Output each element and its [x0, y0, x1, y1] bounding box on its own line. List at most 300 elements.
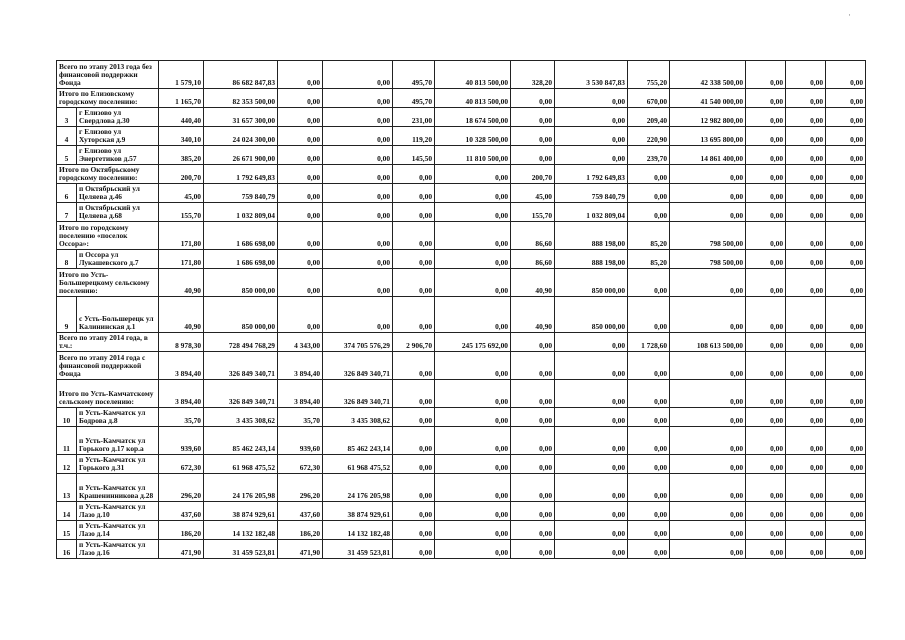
value-cell: 0,00	[746, 380, 786, 408]
value-cell: 24 024 300,00	[204, 127, 278, 146]
value-cell: 0,00	[511, 352, 555, 380]
value-cell: 86 682 847,83	[204, 61, 278, 89]
value-cell: 0,00	[435, 408, 511, 427]
value-cell: 850 000,00	[555, 297, 628, 333]
value-cell: 85,20	[628, 250, 670, 269]
value-cell: 0,00	[746, 250, 786, 269]
row-number: 14	[57, 502, 77, 521]
value-cell: 86,60	[511, 250, 555, 269]
value-cell: 0,00	[511, 89, 555, 108]
value-cell: 0,00	[826, 521, 866, 540]
value-cell: 0,00	[746, 222, 786, 250]
value-cell: 1 686 698,00	[204, 250, 278, 269]
value-cell: 0,00	[628, 297, 670, 333]
row-number: 16	[57, 540, 77, 559]
value-cell: 0,00	[670, 184, 746, 203]
value-cell: 672,30	[278, 455, 323, 474]
value-cell: 0,00	[393, 222, 435, 250]
value-cell: 0,00	[786, 455, 826, 474]
value-cell: 888 198,00	[555, 222, 628, 250]
value-cell: 1 728,60	[628, 333, 670, 352]
row-label: Итого по Октябрьскому городскому поселению:	[57, 165, 159, 184]
value-cell: 0,00	[628, 474, 670, 502]
value-cell: 0,00	[511, 380, 555, 408]
row-label: с Усть-Большерецк ул Калининская д.1	[77, 297, 159, 333]
value-cell: 0,00	[393, 184, 435, 203]
value-cell: 231,00	[393, 108, 435, 127]
table-row	[57, 455, 866, 474]
row-label: г Елизово ул Свердлова д.30	[77, 108, 159, 127]
value-cell: 0,00	[826, 165, 866, 184]
row-number: 7	[57, 203, 77, 222]
value-cell: 0,00	[393, 408, 435, 427]
value-cell: 85,20	[628, 222, 670, 250]
value-cell: 40,90	[511, 269, 555, 297]
value-cell: 40,90	[511, 297, 555, 333]
value-cell: 0,00	[278, 165, 323, 184]
value-cell: 119,20	[393, 127, 435, 146]
value-cell: 45,00	[159, 184, 204, 203]
value-cell: 40 813 500,00	[435, 61, 511, 89]
value-cell: 0,00	[435, 521, 511, 540]
value-cell: 4 343,00	[278, 333, 323, 352]
value-cell: 0,00	[628, 455, 670, 474]
table-row	[57, 146, 866, 165]
value-cell: 0,00	[278, 203, 323, 222]
value-cell: 0,00	[323, 108, 393, 127]
value-cell: 296,20	[159, 474, 204, 502]
value-cell: 200,70	[159, 165, 204, 184]
row-number: 5	[57, 146, 77, 165]
table-row	[57, 408, 866, 427]
value-cell: 40,90	[159, 297, 204, 333]
value-cell: 0,00	[628, 165, 670, 184]
value-cell: 0,00	[628, 203, 670, 222]
value-cell: 239,70	[628, 146, 670, 165]
table-row	[57, 502, 866, 521]
value-cell: 13 695 800,00	[670, 127, 746, 146]
value-cell: 0,00	[323, 222, 393, 250]
value-cell: 3 894,40	[278, 380, 323, 408]
value-cell: 108 613 500,00	[670, 333, 746, 352]
value-cell: 0,00	[393, 269, 435, 297]
table-row	[57, 108, 866, 127]
value-cell: 0,00	[323, 127, 393, 146]
value-cell: 0,00	[278, 222, 323, 250]
table-body	[57, 61, 866, 559]
value-cell: 0,00	[511, 427, 555, 455]
value-cell: 209,40	[628, 108, 670, 127]
value-cell: 0,00	[786, 474, 826, 502]
value-cell: 939,60	[159, 427, 204, 455]
value-cell: 0,00	[826, 408, 866, 427]
value-cell: 0,00	[511, 333, 555, 352]
value-cell: 850 000,00	[204, 297, 278, 333]
value-cell: 0,00	[323, 89, 393, 108]
value-cell: 0,00	[555, 146, 628, 165]
value-cell: 0,00	[746, 408, 786, 427]
value-cell: 0,00	[826, 455, 866, 474]
value-cell: 0,00	[746, 203, 786, 222]
value-cell: 0,00	[555, 408, 628, 427]
value-cell: 755,20	[628, 61, 670, 89]
value-cell: 328,20	[511, 61, 555, 89]
table-row	[57, 427, 866, 455]
value-cell: 0,00	[393, 521, 435, 540]
value-cell: 798 500,00	[670, 250, 746, 269]
value-cell: 759 840,79	[555, 184, 628, 203]
value-cell: 0,00	[786, 165, 826, 184]
value-cell: 0,00	[670, 165, 746, 184]
row-label: п Оссора ул Лукашевского д.7	[77, 250, 159, 269]
value-cell: 82 353 500,00	[204, 89, 278, 108]
table-row	[57, 184, 866, 203]
value-cell: 0,00	[746, 352, 786, 380]
value-cell: 26 671 900,00	[204, 146, 278, 165]
table-row	[57, 203, 866, 222]
value-cell: 0,00	[746, 89, 786, 108]
value-cell: 0,00	[628, 352, 670, 380]
value-cell: 296,20	[278, 474, 323, 502]
value-cell: 0,00	[555, 540, 628, 559]
value-cell: 0,00	[511, 146, 555, 165]
row-number: 4	[57, 127, 77, 146]
value-cell: 0,00	[786, 540, 826, 559]
value-cell: 0,00	[670, 540, 746, 559]
value-cell: 14 132 182,48	[204, 521, 278, 540]
value-cell: 171,80	[159, 250, 204, 269]
row-number: 15	[57, 521, 77, 540]
value-cell: 31 459 523,81	[204, 540, 278, 559]
value-cell: 61 968 475,52	[204, 455, 278, 474]
value-cell: 0,00	[555, 521, 628, 540]
value-cell: 40,90	[159, 269, 204, 297]
value-cell: 0,00	[826, 108, 866, 127]
value-cell: 0,00	[435, 502, 511, 521]
value-cell: 0,00	[511, 455, 555, 474]
value-cell: 0,00	[393, 352, 435, 380]
value-cell: 200,70	[511, 165, 555, 184]
value-cell: 0,00	[435, 203, 511, 222]
value-cell: 0,00	[393, 502, 435, 521]
row-label: Итого по городскому поселению «поселок Оссора»:	[57, 222, 159, 250]
value-cell: 0,00	[786, 108, 826, 127]
row-number: 11	[57, 427, 77, 455]
row-label: Всего по этапу 2014 года с финансовой поддержкой Фонда	[57, 352, 159, 380]
value-cell: 798 500,00	[670, 222, 746, 250]
value-cell: 40 813 500,00	[435, 89, 511, 108]
value-cell: 0,00	[746, 474, 786, 502]
value-cell: 24 176 205,98	[204, 474, 278, 502]
value-cell: 0,00	[826, 502, 866, 521]
value-cell: 0,00	[435, 184, 511, 203]
value-cell: 0,00	[786, 352, 826, 380]
value-cell: 0,00	[786, 502, 826, 521]
value-cell: 0,00	[786, 380, 826, 408]
value-cell: 45,00	[511, 184, 555, 203]
value-cell: 0,00	[670, 297, 746, 333]
value-cell: 0,00	[323, 297, 393, 333]
value-cell: 0,00	[511, 502, 555, 521]
value-cell: 35,70	[159, 408, 204, 427]
value-cell: 11 810 500,00	[435, 146, 511, 165]
table-row	[57, 222, 866, 250]
value-cell: 0,00	[555, 380, 628, 408]
value-cell: 85 462 243,14	[204, 427, 278, 455]
value-cell: 471,90	[159, 540, 204, 559]
value-cell: 0,00	[555, 108, 628, 127]
value-cell: 0,00	[393, 474, 435, 502]
table-row	[57, 297, 866, 333]
value-cell: 0,00	[670, 380, 746, 408]
value-cell: 245 175 692,00	[435, 333, 511, 352]
value-cell: 0,00	[746, 297, 786, 333]
value-cell: 0,00	[746, 269, 786, 297]
row-number: 13	[57, 474, 77, 502]
value-cell: 670,00	[628, 89, 670, 108]
value-cell: 0,00	[435, 474, 511, 502]
value-cell: 1 579,10	[159, 61, 204, 89]
value-cell: 0,00	[746, 165, 786, 184]
value-cell: 0,00	[786, 203, 826, 222]
value-cell: 3 435 308,62	[323, 408, 393, 427]
value-cell: 0,00	[393, 540, 435, 559]
value-cell: 0,00	[393, 203, 435, 222]
value-cell: 0,00	[435, 540, 511, 559]
value-cell: 220,90	[628, 127, 670, 146]
value-cell: 0,00	[826, 540, 866, 559]
value-cell: 0,00	[555, 89, 628, 108]
value-cell: 1 032 809,04	[555, 203, 628, 222]
value-cell: 437,60	[278, 502, 323, 521]
value-cell: 0,00	[786, 61, 826, 89]
value-cell: 0,00	[393, 455, 435, 474]
value-cell: 0,00	[670, 455, 746, 474]
value-cell: 0,00	[628, 184, 670, 203]
table-row	[57, 165, 866, 184]
value-cell: 0,00	[278, 297, 323, 333]
row-label: п Усть-Камчатск ул Лазо д.14	[77, 521, 159, 540]
value-cell: 0,00	[511, 108, 555, 127]
value-cell: 0,00	[393, 380, 435, 408]
value-cell: 0,00	[786, 297, 826, 333]
table-row	[57, 474, 866, 502]
value-cell: 0,00	[746, 540, 786, 559]
value-cell: 471,90	[278, 540, 323, 559]
value-cell: 0,00	[278, 269, 323, 297]
row-label: п Усть-Камчатск ул Горького д.17 кор.а	[77, 427, 159, 455]
value-cell: 0,00	[511, 127, 555, 146]
value-cell: 0,00	[746, 455, 786, 474]
value-cell: 340,10	[159, 127, 204, 146]
value-cell: 186,20	[159, 521, 204, 540]
value-cell: 1 165,70	[159, 89, 204, 108]
value-cell: 0,00	[786, 408, 826, 427]
value-cell: 0,00	[628, 380, 670, 408]
value-cell: 41 540 000,00	[670, 89, 746, 108]
value-cell: 31 459 523,81	[323, 540, 393, 559]
table-row	[57, 61, 866, 89]
value-cell: 0,00	[393, 297, 435, 333]
value-cell: 0,00	[670, 474, 746, 502]
value-cell: 888 198,00	[555, 250, 628, 269]
value-cell: 0,00	[393, 165, 435, 184]
value-cell: 14 132 182,48	[323, 521, 393, 540]
document-sheet	[56, 60, 866, 559]
value-cell: 3 894,40	[159, 352, 204, 380]
row-label: п Усть-Камчатск ул Бодрова д.8	[77, 408, 159, 427]
row-label: п Усть-Камчатск ул Горького д.31	[77, 455, 159, 474]
value-cell: 0,00	[323, 184, 393, 203]
row-label: п Октябрьский ул Целяева д.46	[77, 184, 159, 203]
value-cell: 0,00	[323, 61, 393, 89]
value-cell: 10 328 500,00	[435, 127, 511, 146]
row-label: г Елизово ул Энергетиков д.57	[77, 146, 159, 165]
value-cell: 0,00	[786, 89, 826, 108]
value-cell: 12 982 800,00	[670, 108, 746, 127]
value-cell: 42 338 500,00	[670, 61, 746, 89]
value-cell: 3 894,40	[159, 380, 204, 408]
value-cell: 374 705 576,29	[323, 333, 393, 352]
value-cell: 0,00	[670, 352, 746, 380]
value-cell: 0,00	[323, 269, 393, 297]
value-cell: 0,00	[323, 203, 393, 222]
value-cell: 0,00	[746, 502, 786, 521]
value-cell: 0,00	[746, 427, 786, 455]
row-label: п Усть-Камчатск ул Крашенинникова д.28	[77, 474, 159, 502]
value-cell: 0,00	[278, 184, 323, 203]
value-cell: 0,00	[435, 165, 511, 184]
value-cell: 0,00	[826, 474, 866, 502]
value-cell: 495,70	[393, 89, 435, 108]
value-cell: 0,00	[555, 455, 628, 474]
table-row	[57, 250, 866, 269]
value-cell: 155,70	[511, 203, 555, 222]
value-cell: 0,00	[628, 427, 670, 455]
row-label: Итого по Усть-Камчатскому сельскому поселению:	[57, 380, 159, 408]
value-cell: 437,60	[159, 502, 204, 521]
value-cell: 0,00	[435, 427, 511, 455]
value-cell: 939,60	[278, 427, 323, 455]
table-row	[57, 333, 866, 352]
value-cell: 0,00	[670, 521, 746, 540]
value-cell: 0,00	[628, 540, 670, 559]
value-cell: 0,00	[786, 222, 826, 250]
value-cell: 31 657 300,00	[204, 108, 278, 127]
value-cell: 1 686 698,00	[204, 222, 278, 250]
row-label: г Елизово ул Хуторская д.9	[77, 127, 159, 146]
value-cell: 0,00	[278, 108, 323, 127]
value-cell: 0,00	[786, 250, 826, 269]
value-cell: 1 792 649,83	[555, 165, 628, 184]
value-cell: 0,00	[511, 540, 555, 559]
value-cell: 61 968 475,52	[323, 455, 393, 474]
value-cell: 0,00	[393, 250, 435, 269]
value-cell: 38 874 929,61	[323, 502, 393, 521]
value-cell: 0,00	[786, 184, 826, 203]
value-cell: 145,50	[393, 146, 435, 165]
value-cell: 0,00	[435, 297, 511, 333]
program-table	[56, 60, 866, 559]
value-cell: 18 674 500,00	[435, 108, 511, 127]
value-cell: 0,00	[826, 127, 866, 146]
value-cell: 0,00	[555, 474, 628, 502]
table-row	[57, 540, 866, 559]
value-cell: 0,00	[670, 269, 746, 297]
value-cell: 24 176 205,98	[323, 474, 393, 502]
value-cell: 14 861 400,00	[670, 146, 746, 165]
value-cell: 326 849 340,71	[323, 352, 393, 380]
value-cell: 0,00	[826, 297, 866, 333]
value-cell: 0,00	[555, 333, 628, 352]
row-number: 6	[57, 184, 77, 203]
value-cell: 326 849 340,71	[204, 380, 278, 408]
value-cell: 155,70	[159, 203, 204, 222]
value-cell: 0,00	[435, 380, 511, 408]
value-cell: 0,00	[786, 127, 826, 146]
value-cell: 0,00	[746, 333, 786, 352]
value-cell: 0,00	[826, 146, 866, 165]
value-cell: 0,00	[435, 455, 511, 474]
value-cell: 0,00	[826, 333, 866, 352]
row-number: 3	[57, 108, 77, 127]
value-cell: 0,00	[746, 146, 786, 165]
value-cell: 0,00	[826, 203, 866, 222]
value-cell: 0,00	[435, 222, 511, 250]
table-row	[57, 89, 866, 108]
row-number: 12	[57, 455, 77, 474]
value-cell: 0,00	[826, 222, 866, 250]
value-cell: 0,00	[826, 61, 866, 89]
value-cell: 2 906,70	[393, 333, 435, 352]
value-cell: 0,00	[670, 427, 746, 455]
value-cell: 759 840,79	[204, 184, 278, 203]
value-cell: 0,00	[278, 89, 323, 108]
value-cell: 326 849 340,71	[323, 380, 393, 408]
value-cell: 0,00	[323, 165, 393, 184]
value-cell: 326 849 340,71	[204, 352, 278, 380]
row-number: 8	[57, 250, 77, 269]
value-cell: 85 462 243,14	[323, 427, 393, 455]
value-cell: 0,00	[746, 61, 786, 89]
table-row	[57, 521, 866, 540]
value-cell: 171,80	[159, 222, 204, 250]
value-cell: 0,00	[670, 502, 746, 521]
value-cell: 672,30	[159, 455, 204, 474]
value-cell: 0,00	[555, 502, 628, 521]
value-cell: 0,00	[511, 474, 555, 502]
value-cell: 0,00	[555, 127, 628, 146]
value-cell: 728 494 768,29	[204, 333, 278, 352]
value-cell: 35,70	[278, 408, 323, 427]
value-cell: 0,00	[628, 502, 670, 521]
value-cell: 1 792 649,83	[204, 165, 278, 184]
value-cell: 0,00	[511, 408, 555, 427]
value-cell: 0,00	[670, 203, 746, 222]
value-cell: 0,00	[628, 408, 670, 427]
value-cell: 0,00	[628, 521, 670, 540]
value-cell: 186,20	[278, 521, 323, 540]
value-cell: 8 978,30	[159, 333, 204, 352]
value-cell: 0,00	[786, 269, 826, 297]
value-cell: 0,00	[628, 269, 670, 297]
value-cell: 0,00	[323, 250, 393, 269]
value-cell: 0,00	[555, 427, 628, 455]
row-number: 9	[57, 297, 77, 333]
value-cell: 0,00	[786, 521, 826, 540]
value-cell: 0,00	[746, 108, 786, 127]
row-label: Всего по этапу 2013 года без финансовой поддержки Фонда	[57, 61, 159, 89]
